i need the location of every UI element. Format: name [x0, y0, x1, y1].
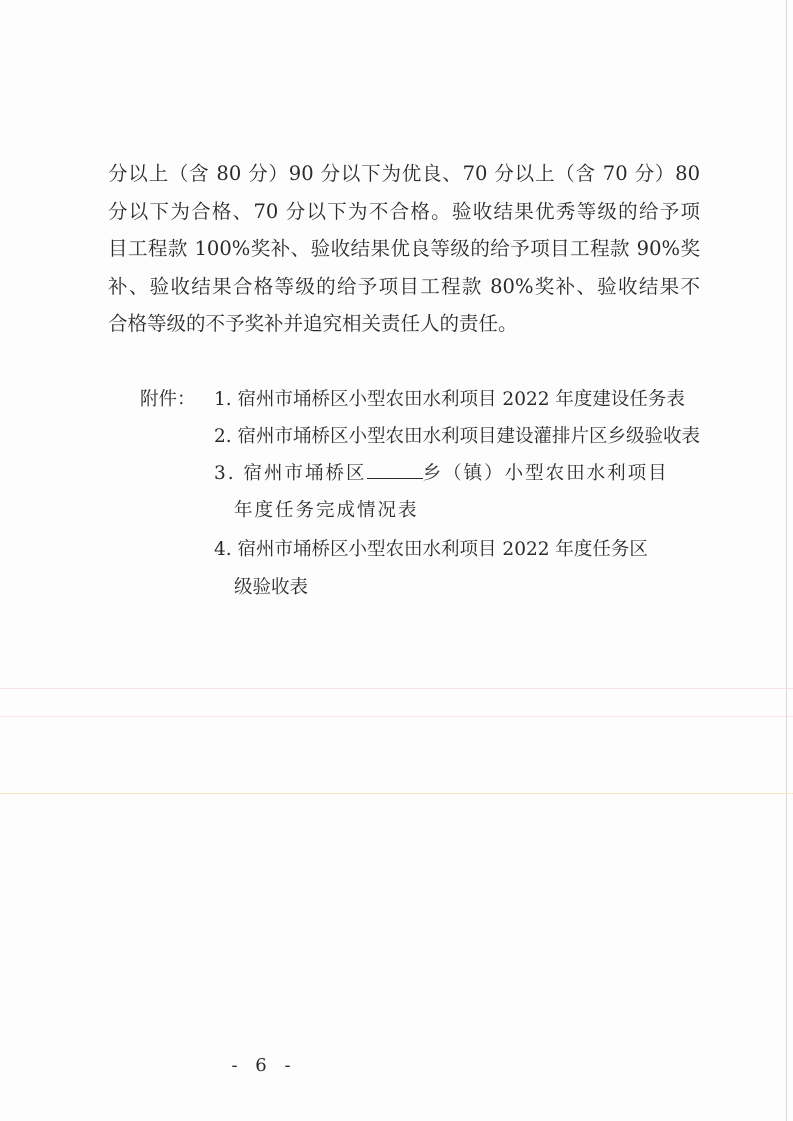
paragraph-line: 合格等级的不予奖补并追究相关责任人的责任。	[108, 312, 518, 335]
attachment-title: 乡（镇）小型农田水利项目	[422, 463, 669, 484]
attachment-title-continued: 级验收表	[234, 577, 309, 598]
paragraph-line: 目工程款 100%奖补、验收结果优良等级的给予项目工程款 90%奖	[108, 237, 700, 260]
attachment-number: 4.	[214, 539, 232, 560]
attachment-title: 宿州市埇桥区小型农田水利项目 2022 年度建设任务表	[237, 389, 685, 410]
attachment-row	[234, 573, 720, 599]
attachment-number: 1.	[214, 389, 232, 410]
attachments-label: 附件：	[140, 389, 196, 410]
attachment-title: 宿州市埇桥区小型农田水利项目建设灌排片区乡级验收表	[237, 426, 701, 447]
scan-band-bottom	[0, 793, 793, 794]
attachment-row	[214, 385, 700, 411]
paragraph-line: 分以上（含 80 分）90 分以下为优良、70 分以上（含 70 分）80	[108, 162, 700, 185]
attachment-row	[214, 535, 700, 561]
paragraph-line: 分以下为合格、70 分以下为不合格。验收结果优秀等级的给予项	[108, 200, 700, 223]
attachment-title: 宿州市埇桥区	[243, 463, 367, 484]
fill-in-blank	[367, 460, 423, 479]
paragraph-line: 补、验收结果合格等级的给予项目工程款 80%奖补、验收结果不	[108, 275, 700, 298]
attachment-row	[214, 459, 700, 485]
scan-band-top	[0, 688, 793, 689]
attachment-row	[234, 496, 720, 522]
attachment-title: 宿州市埇桥区小型农田水利项目 2022 年度任务区	[237, 539, 648, 560]
page-number: - 6 -	[231, 1055, 297, 1076]
scan-band-upper	[0, 716, 793, 717]
attachment-number: 2.	[214, 426, 232, 447]
attachment-title-continued: 年度任务完成情况表	[234, 500, 419, 521]
page-edge	[786, 0, 787, 1121]
attachment-number: 3.	[214, 463, 236, 484]
attachment-row	[214, 422, 700, 448]
